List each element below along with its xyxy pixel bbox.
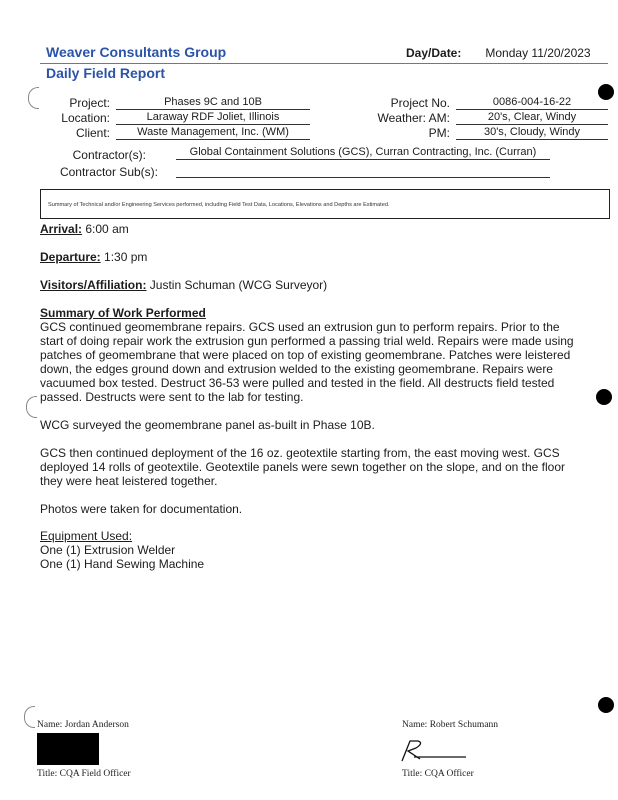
departure-value: 1:30 pm [104, 250, 148, 264]
contractors-value: Global Containment Solutions (GCS), Curran Contracting, Inc. (Curran) [189, 146, 537, 158]
signature-scribble [396, 735, 476, 765]
work-summary-paragraph-1: GCS continued geomembrane repairs. GCS used an extrusion gun to perform repairs. Prior to the start of doing repair work the extrusion gun performed a passing trial weld. Repairs were made using patches of geomembrane that were placed on top of existing geomembrane. Patches were leistered down, the edges ground down and extrusion welded to the existing geomembrane. Repairs were vacuumed box tested. Destruct 36-53 were pulled and tested in the field. All destructs field tested passed. Destructs were sent to the lab for testing. [40, 320, 574, 404]
pm-value: 30's, Cloudy, Windy [483, 126, 581, 138]
project-value: Phases 9C and 10B [164, 96, 262, 108]
work-summary-paragraph-3: GCS then continued deployment of the 16 oz. geotextile starting from, the east moving west. GCS deployed 14 rolls of geotextile. Geotextile panels were sewn together on the slope, and on the floor they were heat leistered together. [40, 446, 566, 488]
visitors-line [40, 278, 585, 292]
header-divider [40, 63, 608, 64]
hole-punch-top [598, 84, 614, 100]
hole-punch-middle [596, 389, 612, 405]
contractor-sub-label: Contractor Sub(s): [59, 165, 158, 179]
equipment-item-1: One (1) Extrusion Welder [40, 543, 176, 557]
location-underline [116, 124, 310, 125]
weather-am-label: Weather: AM: [377, 111, 450, 125]
right-signer-name: Name: Robert Schumann [402, 720, 499, 730]
work-summary-paragraph-2: WCG surveyed the geomembrane panel as-built in Phase 10B. [40, 418, 375, 432]
margin-curl-bottom [24, 706, 35, 728]
work-summary-heading: Summary of Work Performed [40, 306, 206, 320]
hole-punch-bottom [598, 697, 614, 713]
summary-note-text: Summary of Technical and/or Engineering Services performed, including Field Test Data, Locations, Elevations and Depths are Estimated. [48, 202, 390, 208]
company-name: Weaver Consultants Group [46, 44, 227, 60]
location-value: Laraway RDF Joliet, Illinois [146, 111, 280, 123]
daydate-label: Day/Date: [406, 46, 462, 60]
redacted-signature [37, 733, 99, 765]
client-underline [116, 139, 310, 140]
project-no-label: Project No. [390, 96, 450, 110]
client-value: Waste Management, Inc. (WM) [137, 126, 289, 138]
margin-curl-top [28, 87, 39, 109]
daydate-value: Monday 11/20/2023 [485, 46, 591, 60]
visitors-label: Visitors/Affiliation: [40, 278, 147, 292]
departure-line [40, 250, 585, 264]
summary-note-box [40, 189, 610, 219]
location-label: Location: [61, 111, 110, 125]
pm-underline [456, 139, 608, 140]
client-label: Client: [75, 126, 110, 140]
contractor-sub-underline [176, 177, 550, 178]
right-signer-title: Title: CQA Officer [402, 769, 474, 779]
project-label: Project: [69, 96, 110, 110]
arrival-label: Arrival: [40, 222, 83, 236]
project-no-underline [456, 109, 608, 110]
arrival-value: 6:00 am [85, 222, 129, 236]
left-signer-title: Title: CQA Field Officer [37, 769, 131, 779]
visitors-value: Justin Schuman (WCG Surveyor) [149, 278, 328, 292]
pm-label: PM: [428, 126, 450, 140]
work-summary-paragraph-4: Photos were taken for documentation. [40, 502, 243, 516]
left-signer-name: Name: Jordan Anderson [37, 720, 129, 730]
equipment-heading: Equipment Used: [40, 529, 133, 543]
weather-am-value: 20's, Clear, Windy [487, 111, 577, 123]
report-title: Daily Field Report [46, 65, 166, 81]
contractors-label: Contractor(s): [72, 148, 146, 162]
contractors-underline [176, 159, 550, 160]
departure-label: Departure: [40, 250, 101, 264]
equipment-item-2: One (1) Hand Sewing Machine [40, 557, 205, 571]
margin-curl-middle [26, 396, 37, 418]
project-underline [116, 109, 310, 110]
arrival-line [40, 222, 585, 236]
weather-am-underline [456, 124, 608, 125]
project-no-value: 0086-004-16-22 [492, 96, 572, 108]
